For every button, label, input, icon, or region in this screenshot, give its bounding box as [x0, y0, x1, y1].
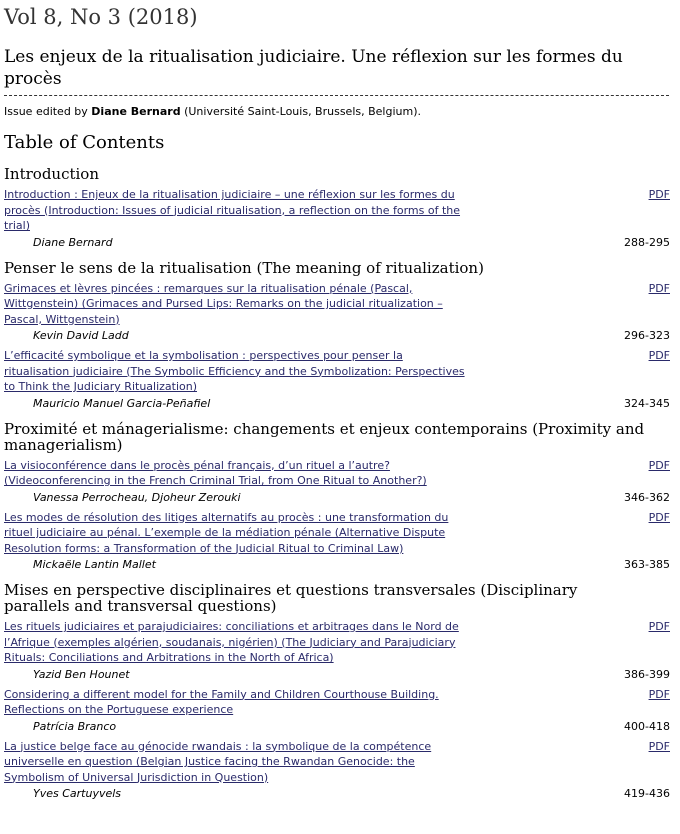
issue-editors: [4, 105, 676, 118]
article-title-link[interactable]: L’efficacité symbolique et la symbolisation : perspectives pour penser la ritualisation judiciaire (The Symbolic Efficiency and the Symbolization: Perspectives to Think the Judiciary Ritualization): [4, 349, 465, 393]
article-authors: Mauricio Manuel Garcia-Peñafiel: [33, 396, 211, 410]
toc-heading: Table of Contents: [4, 132, 165, 153]
article-title-link[interactable]: Introduction : Enjeux de la ritualisation judiciaire – une réflexion sur les formes du procès (Introduction: Issues of judicial ritualisation, a reflection on the forms of the trial): [4, 188, 461, 232]
pdf-link[interactable]: PDF: [648, 620, 670, 633]
article-authors: Yazid Ben Hounet: [33, 667, 130, 681]
article-authors: Diane Bernard: [33, 235, 113, 249]
article-pages: 346-362: [624, 490, 670, 504]
pdf-link[interactable]: PDF: [648, 188, 670, 201]
pdf-link[interactable]: PDF: [648, 349, 670, 362]
toc-section: [4, 260, 676, 411]
editor-prefix: Issue edited by: [4, 105, 92, 118]
pdf-link[interactable]: PDF: [648, 458, 670, 472]
volume-title: Vol 8, No 3 (2018): [4, 5, 198, 29]
pdf-link[interactable]: PDF: [648, 281, 670, 295]
article-authors: Mickaële Lantin Mallet: [33, 558, 156, 571]
article-entry: [4, 687, 676, 734]
article-entry: [4, 739, 676, 802]
article-title-link[interactable]: La justice belge face au génocide rwandais : la symbolique de la compétence universelle en question (Belgian Justice facing the Rwandan Genocide: the Symbolism of Universal Jurisdiction in Question): [4, 739, 432, 784]
section-title: Penser le sens de la ritualisation (The meaning of ritualization): [4, 258, 484, 277]
pdf-link[interactable]: PDF: [648, 687, 670, 701]
article-authors: Yves Cartuyvels: [33, 787, 122, 800]
article-title-link[interactable]: La visioconférence dans le procès pénal français, d’un rituel a l’autre? (Videoconferencing in the French Criminal Trial, from One Ritual to Another?): [4, 458, 427, 487]
article-title-link[interactable]: Grimaces et lèvres pincées : remarques sur la ritualisation pénale (Pascal, Wittgenstein) (Grimaces and Pursed Lips: Remarks on the judicial ritualization –Pascal, Wittgenstein): [4, 281, 443, 326]
article-title-link[interactable]: Considering a different model for the Family and Children Courthouse Building. Reflections on the Portuguese experience: [4, 687, 439, 716]
article-pages: 288-295: [624, 235, 670, 249]
article-pages: 419-436: [624, 787, 670, 800]
article-pages: 324-345: [624, 396, 670, 410]
pdf-link[interactable]: PDF: [648, 739, 670, 753]
toc-section: [4, 582, 676, 801]
article-title-link[interactable]: Les rituels judiciaires et parajudiciaires: conciliations et arbitrages dans le Nord de l’Afrique (exemples algérien, soudanais, nigérien) (The Judiciary and Parajudiciary Rituals: Conciliations and Arbitrations in the North of Africa): [4, 620, 459, 664]
article-pages: 296-323: [624, 329, 670, 342]
article-entry: [4, 458, 676, 505]
issue-title: Les enjeux de la ritualisation judiciaire. Une réflexion sur les formes du procès: [4, 46, 669, 96]
article-entry: [4, 348, 676, 411]
article-entry: [4, 281, 676, 344]
article-entry: [4, 619, 676, 682]
editor-affiliation: (Université Saint-Louis, Brussels, Belgium).: [180, 105, 421, 118]
article-pages: 363-385: [624, 558, 670, 571]
article-authors: Patrícia Branco: [33, 719, 117, 733]
article-pages: 400-418: [624, 719, 670, 733]
article-entry: [4, 510, 676, 573]
article-authors: Vanessa Perrocheau, Djoheur Zerouki: [33, 490, 241, 504]
article-title-link[interactable]: Les modes de résolution des litiges alternatifs au procès : une transformation du rituel judiciaire au pénal. L’exemple de la médiation pénale (Alternative Dispute Resolution forms: a Transformation of the Judicial Ritual to Criminal Law): [4, 510, 449, 555]
article-entry: [4, 187, 676, 250]
article-pages: 386-399: [624, 667, 670, 681]
section-title: Proximité et mánagerialisme: changements et enjeux contemporains (Proximity and managerialism): [4, 419, 645, 454]
article-authors: Kevin David Ladd: [33, 329, 129, 342]
toc-section: [4, 421, 676, 573]
toc-section: [4, 166, 676, 250]
pdf-link[interactable]: PDF: [648, 510, 670, 524]
section-title: Introduction: [4, 165, 99, 183]
editor-name: Diane Bernard: [91, 105, 181, 118]
section-title: Mises en perspective disciplinaires et questions transversales (Disciplinary parallels and transversal questions): [4, 581, 578, 615]
